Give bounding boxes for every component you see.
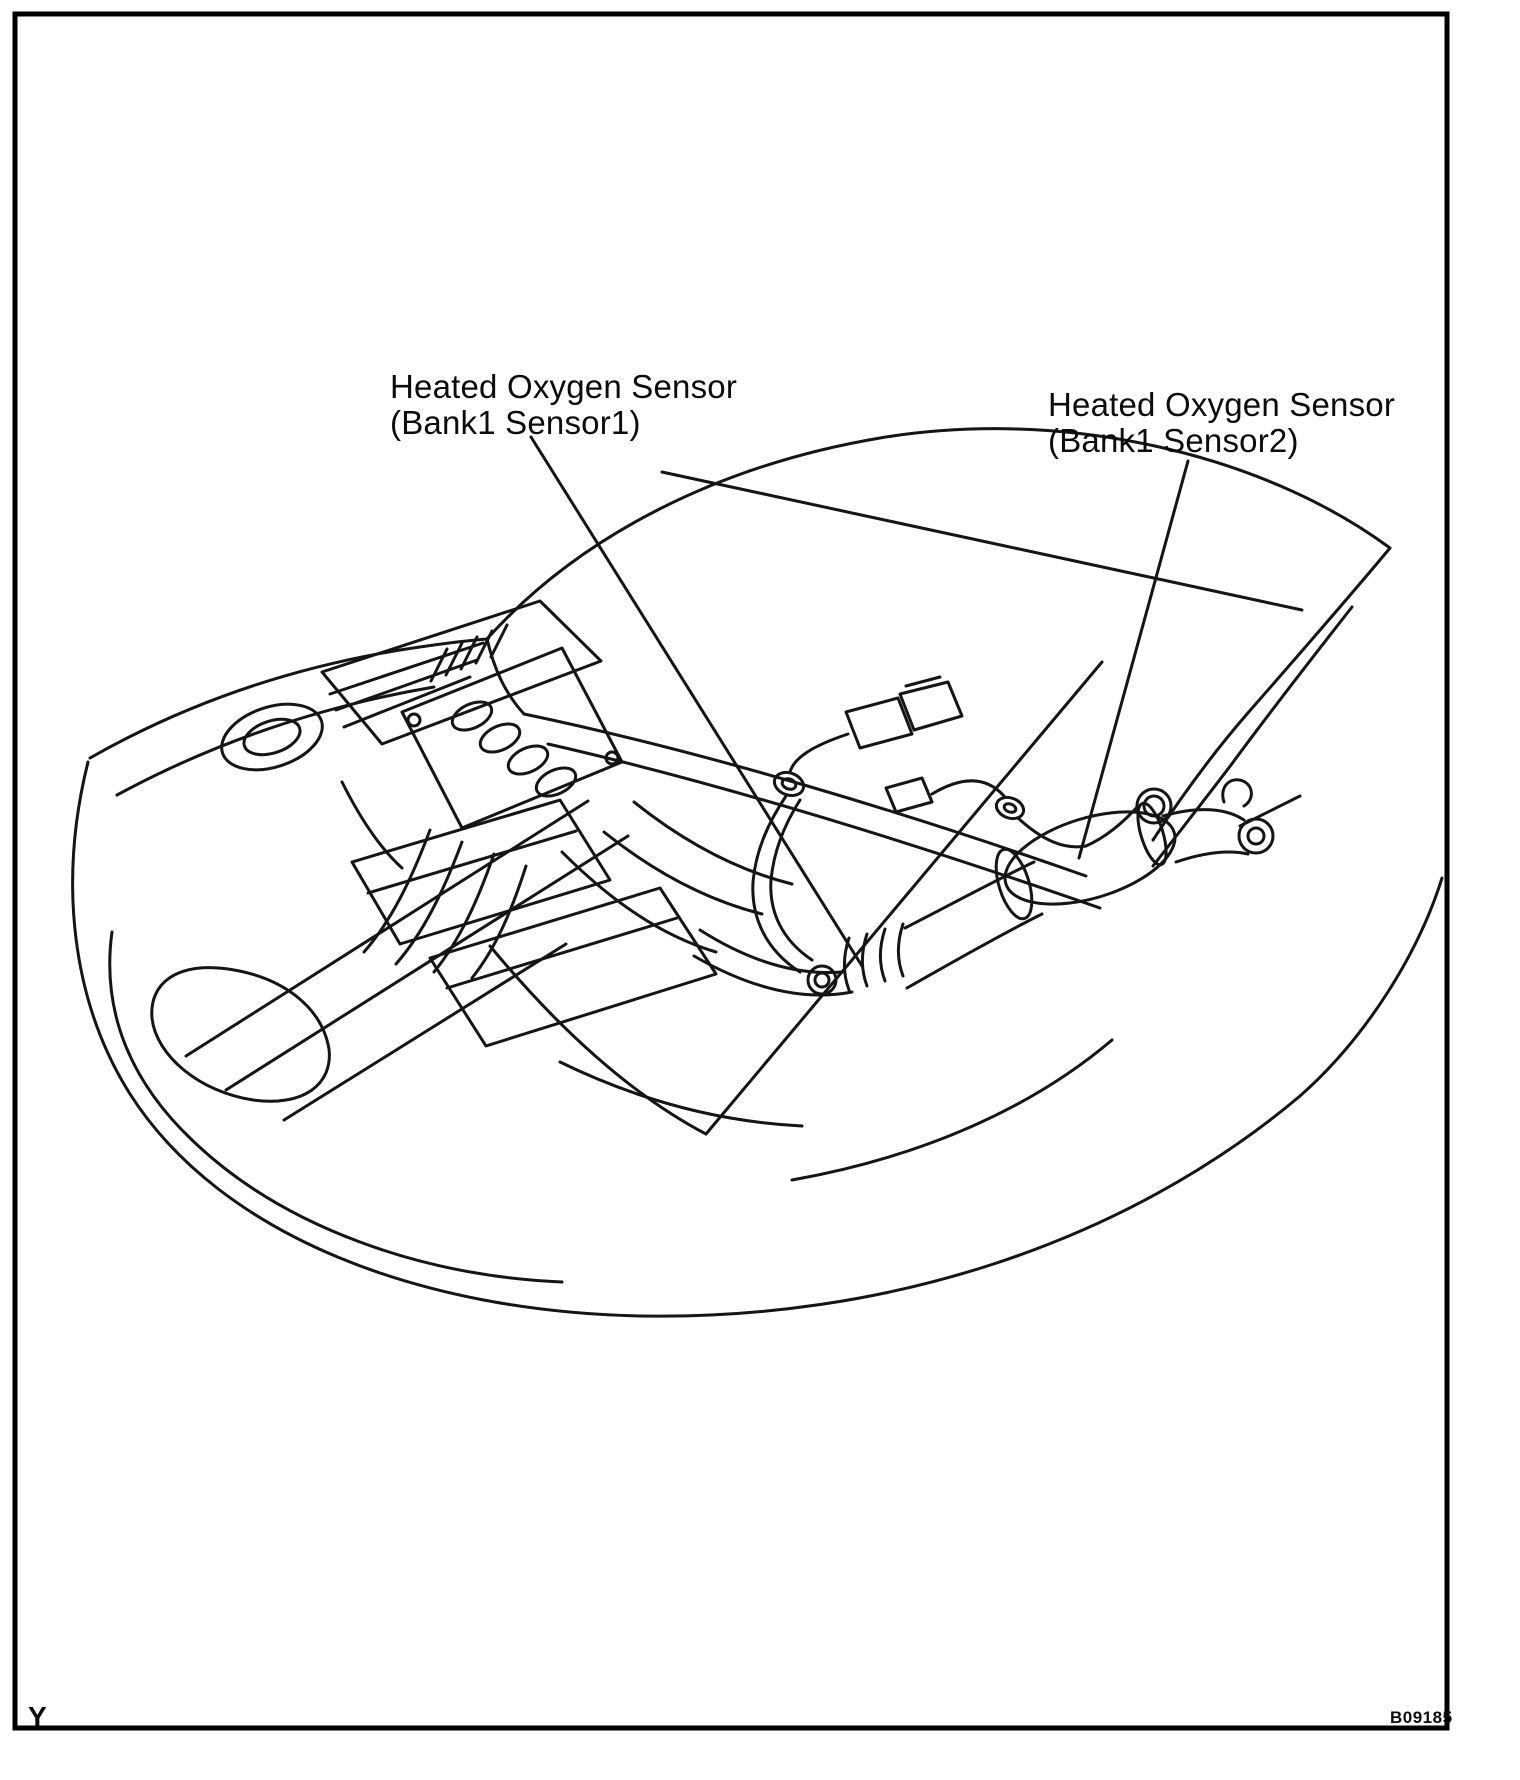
sensor1-hex-ring bbox=[808, 966, 836, 994]
flange-bolt bbox=[408, 714, 420, 726]
wire-grommet-outer bbox=[993, 794, 1026, 822]
valve-cover-rib bbox=[431, 649, 447, 681]
exhaust-system bbox=[694, 780, 1300, 995]
page-corner-mark: Y bbox=[28, 1701, 47, 1732]
valve-cover-rib bbox=[446, 643, 462, 675]
bumper-crease-arc bbox=[110, 932, 562, 1282]
intake-runner bbox=[472, 866, 526, 978]
wire-grommet-inner bbox=[1003, 802, 1017, 814]
windshield-base-line bbox=[662, 472, 1302, 610]
sensor1-connector-mate bbox=[900, 682, 962, 730]
wire-grommet-inner bbox=[781, 777, 798, 791]
bumper-top-line bbox=[792, 1040, 1112, 1180]
sensor2-leader-line bbox=[1079, 461, 1188, 858]
a-pillar-outer-curve bbox=[1153, 548, 1390, 840]
windshield-arc bbox=[487, 429, 1390, 639]
outlet-pipe-lower-edge bbox=[1176, 852, 1248, 862]
sensor1-label-line1: Heated Oxygen Sensor bbox=[390, 368, 738, 405]
flex-pipe-rib bbox=[899, 924, 904, 976]
sensor-wiring-harness bbox=[753, 677, 1138, 994]
engine-bay-illustration bbox=[73, 429, 1442, 1316]
grille-support-bar bbox=[284, 944, 566, 1120]
firewall-line bbox=[548, 744, 1100, 908]
flex-pipe-rib bbox=[881, 929, 886, 981]
callout-labels bbox=[390, 368, 1395, 459]
a-pillar-inner-curve bbox=[1153, 607, 1352, 866]
outlet-pipe-upper-edge bbox=[1163, 810, 1244, 820]
leader-lines bbox=[531, 437, 1188, 966]
hood-side-edge bbox=[706, 662, 1102, 1134]
sensor1-connector-housing bbox=[846, 698, 912, 748]
sensor1-label-line2: (Bank1 Sensor1) bbox=[390, 404, 641, 441]
pipe-hanger-hook bbox=[1223, 780, 1252, 806]
sensor2-label-line2: (Bank1 Sensor2) bbox=[1048, 422, 1299, 459]
bumper-outer-arc bbox=[73, 762, 1442, 1316]
mid-pipe-lower-edge bbox=[907, 914, 1042, 988]
sensor1-pigtail-wire bbox=[790, 734, 848, 772]
strut-cap-outer bbox=[213, 692, 330, 781]
figure-border bbox=[15, 14, 1447, 1728]
sensor2-connector-housing bbox=[886, 778, 932, 812]
outlet-flange-inner bbox=[1248, 828, 1264, 844]
sensor1-leader-line bbox=[531, 437, 862, 966]
engine-assembly bbox=[213, 601, 792, 1046]
heat-shield-curve bbox=[604, 832, 762, 914]
sensor1-body bbox=[815, 973, 829, 987]
sensor2-hex-ring bbox=[1137, 789, 1171, 823]
splash-shield-line bbox=[560, 1062, 802, 1126]
air-cleaner-lid-line bbox=[368, 831, 576, 893]
fender-top-line bbox=[90, 639, 487, 758]
sensor2-label-line1: Heated Oxygen Sensor bbox=[1048, 386, 1396, 423]
figure-code: B09185 bbox=[1390, 1708, 1453, 1727]
battery-box bbox=[430, 888, 716, 1046]
